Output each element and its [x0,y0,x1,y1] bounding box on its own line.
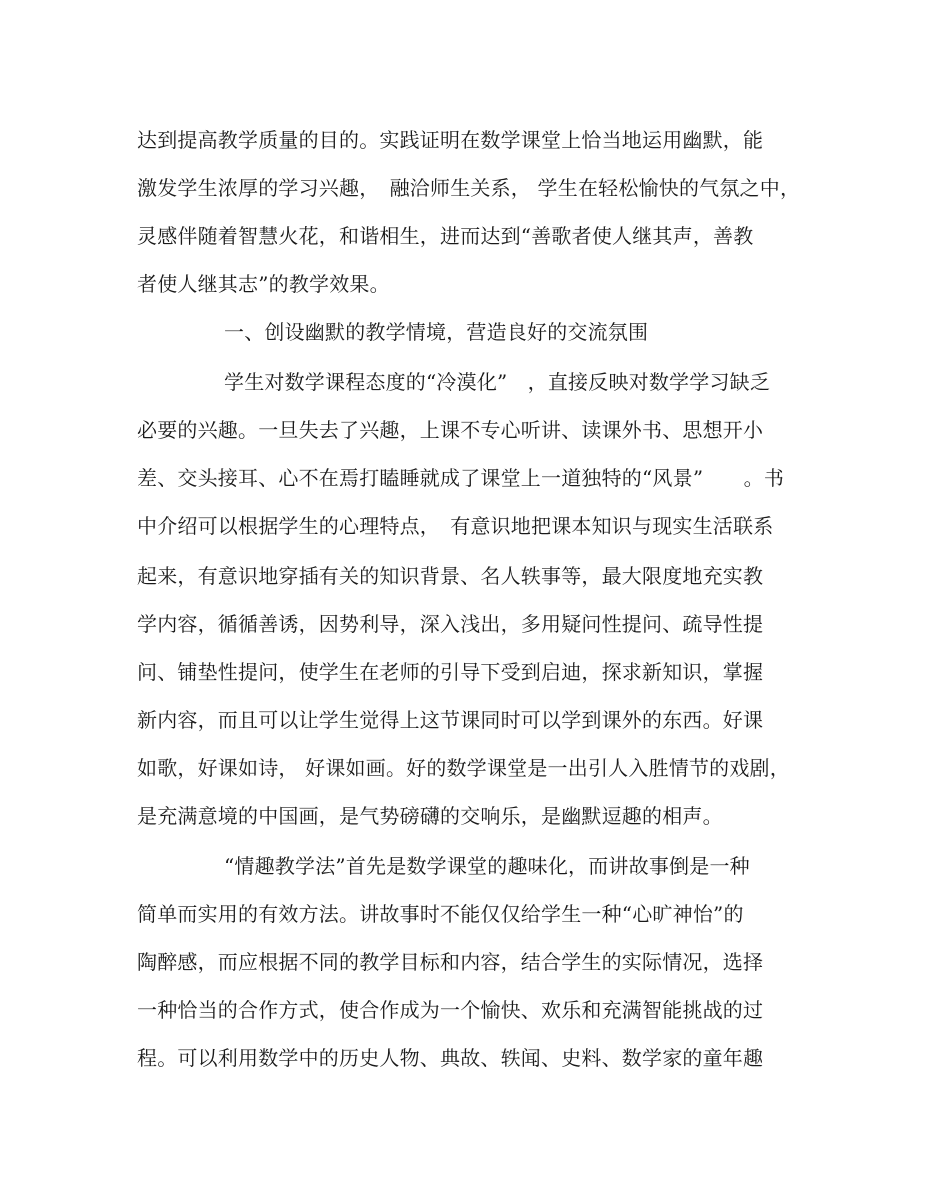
text-line: 问、铺垫性提问，使学生在老师的引导下受到启迪，探求新知识，掌握 [137,660,764,684]
section-heading: 一、创设幽默的教学情境，营造良好的交流氛围 [224,320,649,344]
paragraph-first-line: “情趣教学法”首先是数学课堂的趣味化，而讲故事倒是一种 [224,854,750,878]
paragraph-first-line: 学生对数学课程态度的“冷漠化” ，直接反映对数学学习缺乏 [224,370,771,394]
text-line: 陶醉感，而应根据不同的教学目标和内容，结合学生的实际情况，选择 [137,950,764,974]
text-line: 差、交头接耳、心不在焉打瞌睡就成了课堂上一道独特的“风景” 。书 [137,466,785,490]
text-line: 中介绍可以根据学生的心理特点， 有意识地把课本知识与现实生活联系 [137,514,774,538]
text-line: 灵感伴随着智慧火花，和谐相生，进而达到“善歌者使人继其声，善教 [137,224,754,248]
text-line: 达到提高教学质量的目的。实践证明在数学课堂上恰当地运用幽默，能 [137,128,764,152]
text-line: 新内容，而且可以让学生觉得上这节课同时可以学到课外的东西。好课 [137,708,764,732]
text-line: 一种恰当的合作方式，使合作成为一个愉快、欢乐和充满智能挑战的过 [137,998,764,1022]
text-line: 学内容，循循善诱，因势利导，深入浅出，多用疑问性提问、疏导性提 [137,612,764,636]
text-line: 是充满意境的中国画，是气势磅礴的交响乐，是幽默逗趣的相声。 [137,804,723,828]
text-line: 如歌，好课如诗， 好课如画。好的数学课堂是一出引人入胜情节的戏剧， [137,756,790,780]
text-line: 必要的兴趣。一旦失去了兴趣，上课不专心听讲、读课外书、思想开小 [137,418,764,442]
text-line: 起来，有意识地穿插有关的知识背景、名人轶事等，最大限度地充实教 [137,564,764,588]
text-line: 程。可以利用数学中的历史人物、典故、轶闻、史料、数学家的童年趣 [137,1046,764,1070]
text-line: 简单而实用的有效方法。讲故事时不能仅仅给学生一种“心旷神怡”的 [137,902,744,926]
text-line: 激发学生浓厚的学习兴趣， 融洽师生关系， 学生在轻松愉快的气氛之中， [137,176,801,200]
text-line: 者使人继其志”的教学效果。 [137,272,390,296]
